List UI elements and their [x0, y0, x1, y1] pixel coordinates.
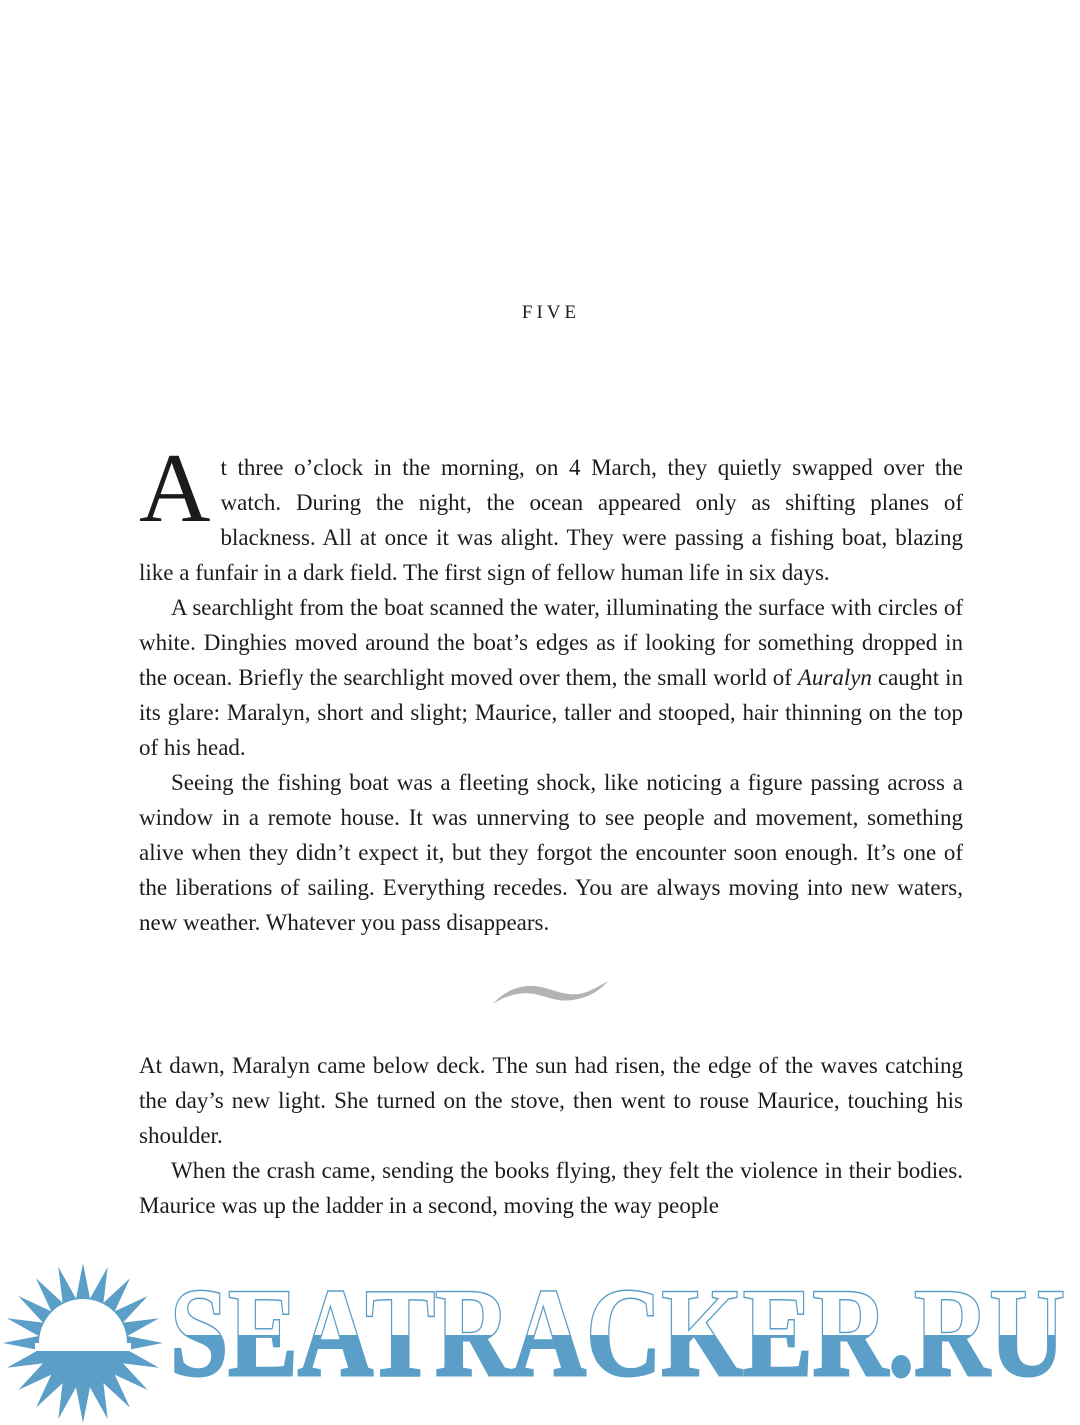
paragraph-fleeting-shock: Seeing the fishing boat was a fleeting shock, like noticing a figure passing across a window in a remote house. It was unnerving to see people and movement, something alive when they didn’t expect it, but they forgot the encounter soon enough. It’s one of the liberations of sailing. Everything recedes. You are always moving into new waters, new weather. Whatever you pass disappears. [139, 770, 963, 935]
boat-name-italic: Auralyn [797, 665, 872, 690]
drop-cap: A [139, 434, 211, 543]
paragraph-opening [139, 434, 963, 590]
section-divider [491, 978, 611, 1008]
paragraph-opening-text: t three o’clock in the morning, on 4 March, they quietly swapped over the watch. During the night, the ocean appeared only as shifting planes of blackness. All at once it was alight. They were passing a fishing boat, blazing like a funfair in a dark field. The first sign of fellow human life in six days. [139, 455, 963, 585]
sun-logo-icon [0, 1261, 173, 1425]
wave-divider-icon [491, 978, 611, 1008]
paragraph-searchlight [139, 590, 963, 765]
paragraph-crash: When the crash came, sending the books flying, they felt the violence in their bodies. Maurice was up the ladder in a second, moving the way people [139, 1158, 963, 1218]
chapter-heading: FIVE [521, 302, 581, 323]
watermark-text [160, 1275, 1080, 1405]
watermark [0, 1261, 1080, 1425]
body-text [139, 434, 964, 1223]
paragraph-text: caught in its glare: Maralyn, short and slight; Maurice, taller and stooped, hair thinning on the top of his head. [139, 665, 964, 760]
paragraph-at-dawn: At dawn, Maralyn came below deck. The sun had risen, the edge of the waves catching the day’s new light. She turned on the stove, then went to rouse Maurice, touching his shoulder. [139, 1053, 963, 1148]
paragraph-text: A searchlight from the boat scanned the water, illuminating the surface with circles of white. Dinghies moved around the boat’s edges as if looking for something dropped in the ocean. Briefly the searchlight moved over them, the small world of [139, 595, 963, 690]
watermark-site-name: SEATRACKER.RU [170, 1275, 1065, 1403]
